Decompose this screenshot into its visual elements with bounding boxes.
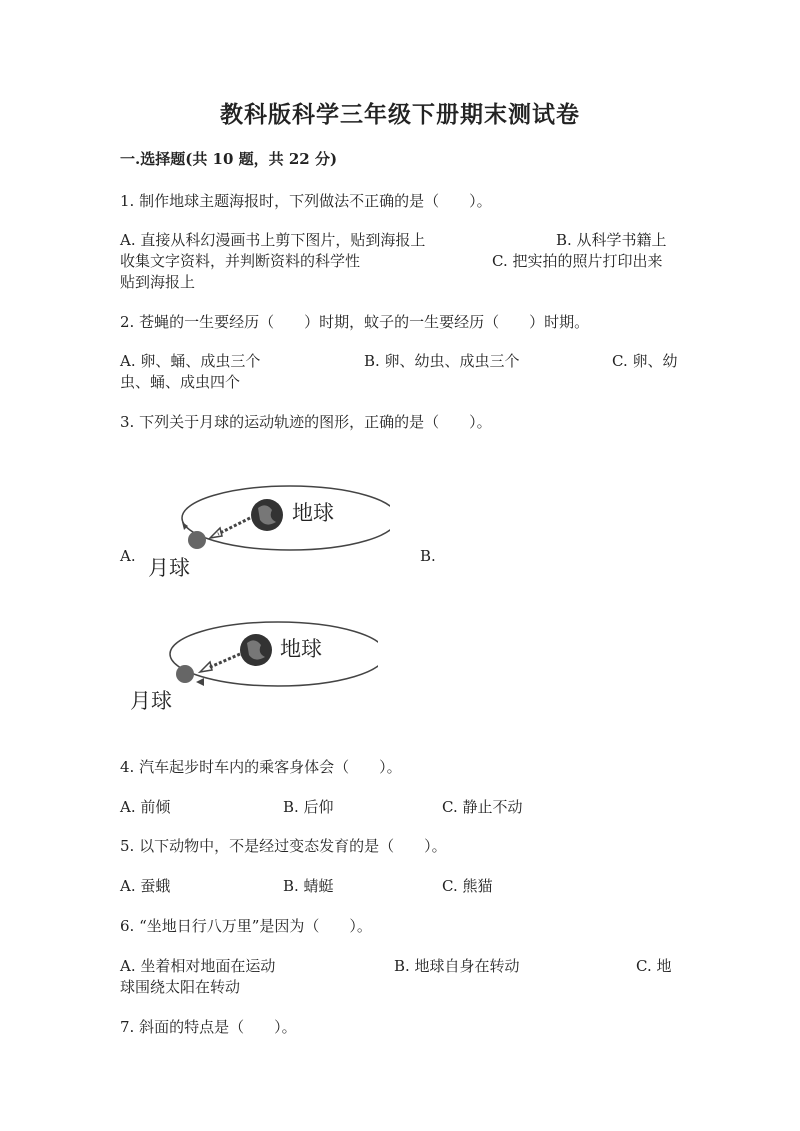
question-6-option-c[interactable]: C. 地 (636, 957, 672, 975)
question-4-stem: 4. 汽车起步时车内的乘客身体会（ ）。 (120, 758, 402, 776)
moon-orbit-figure-a (140, 478, 390, 582)
moon-icon (176, 665, 194, 683)
question-1-option-c-cont: 贴到海报上 (120, 273, 196, 291)
question-2-option-c[interactable]: C. 卵、幼 (612, 352, 678, 370)
question-1-option-a[interactable]: A. 直接从科幻漫画书上剪下图片，贴到海报上 (120, 231, 426, 249)
question-2-option-c-cont: 虫、蛹、成虫四个 (120, 373, 241, 391)
earth-label: 地球 (292, 501, 334, 525)
orbit-arrowhead (196, 678, 204, 686)
question-3-option-b[interactable]: B. (420, 547, 436, 565)
question-2-option-b[interactable]: B. 卵、幼虫、成虫三个 (364, 352, 520, 370)
question-6-option-a[interactable]: A. 坐着相对地面在运动 (120, 957, 276, 975)
question-1-stem: 1. 制作地球主题海报时，下列做法不正确的是（ ）。 (120, 192, 492, 210)
moon-orbit-figure-b (128, 612, 378, 716)
question-5-option-b[interactable]: B. 蜻蜓 (283, 877, 334, 895)
gravity-arrowhead (210, 528, 222, 538)
moon-icon (188, 531, 206, 549)
question-4-option-c[interactable]: C. 静止不动 (442, 798, 523, 816)
question-1-option-b[interactable]: B. 从科学书籍上 (556, 231, 667, 249)
orbit-ellipse (170, 622, 378, 686)
question-4-option-a[interactable]: A. 前倾 (120, 798, 171, 816)
orbit-ellipse (182, 486, 390, 550)
question-5-stem: 5. 以下动物中，不是经过变态发育的是（ ）。 (120, 837, 447, 855)
question-1-option-c[interactable]: C. 把实拍的照片打印出来 (492, 252, 663, 270)
gravity-arrow (218, 518, 250, 534)
question-6-stem: 6. “坐地日行八万里”是因为（ ）。 (120, 917, 372, 935)
question-6-option-b[interactable]: B. 地球自身在转动 (394, 957, 520, 975)
question-4-option-b[interactable]: B. 后仰 (283, 798, 334, 816)
question-2-stem: 2. 苍蝇的一生要经历（ ）时期，蚊子的一生要经历（ ）时期。 (120, 313, 590, 331)
moon-label: 月球 (148, 556, 190, 580)
question-3-stem: 3. 下列关于月球的运动轨迹的图形，正确的是（ ）。 (120, 413, 492, 431)
gravity-arrow (208, 654, 240, 668)
question-6-option-c-cont: 球围绕太阳在转动 (120, 978, 241, 996)
moon-label: 月球 (130, 689, 172, 713)
question-2-option-a[interactable]: A. 卵、蛹、成虫三个 (120, 352, 261, 370)
section-heading: 一.选择题(共 10 题，共 22 分) (120, 150, 338, 168)
earth-label: 地球 (280, 637, 322, 661)
question-3-option-a[interactable]: A. (120, 547, 136, 565)
question-1-option-b-cont: 收集文字资料，并判断资料的科学性 (120, 252, 361, 270)
question-5-option-c[interactable]: C. 熊猫 (442, 877, 493, 895)
question-7-stem: 7. 斜面的特点是（ ）。 (120, 1018, 297, 1036)
page-title: 教科版科学三年级下册期末测试卷 (220, 101, 580, 128)
question-5-option-a[interactable]: A. 蚕蛾 (120, 877, 171, 895)
